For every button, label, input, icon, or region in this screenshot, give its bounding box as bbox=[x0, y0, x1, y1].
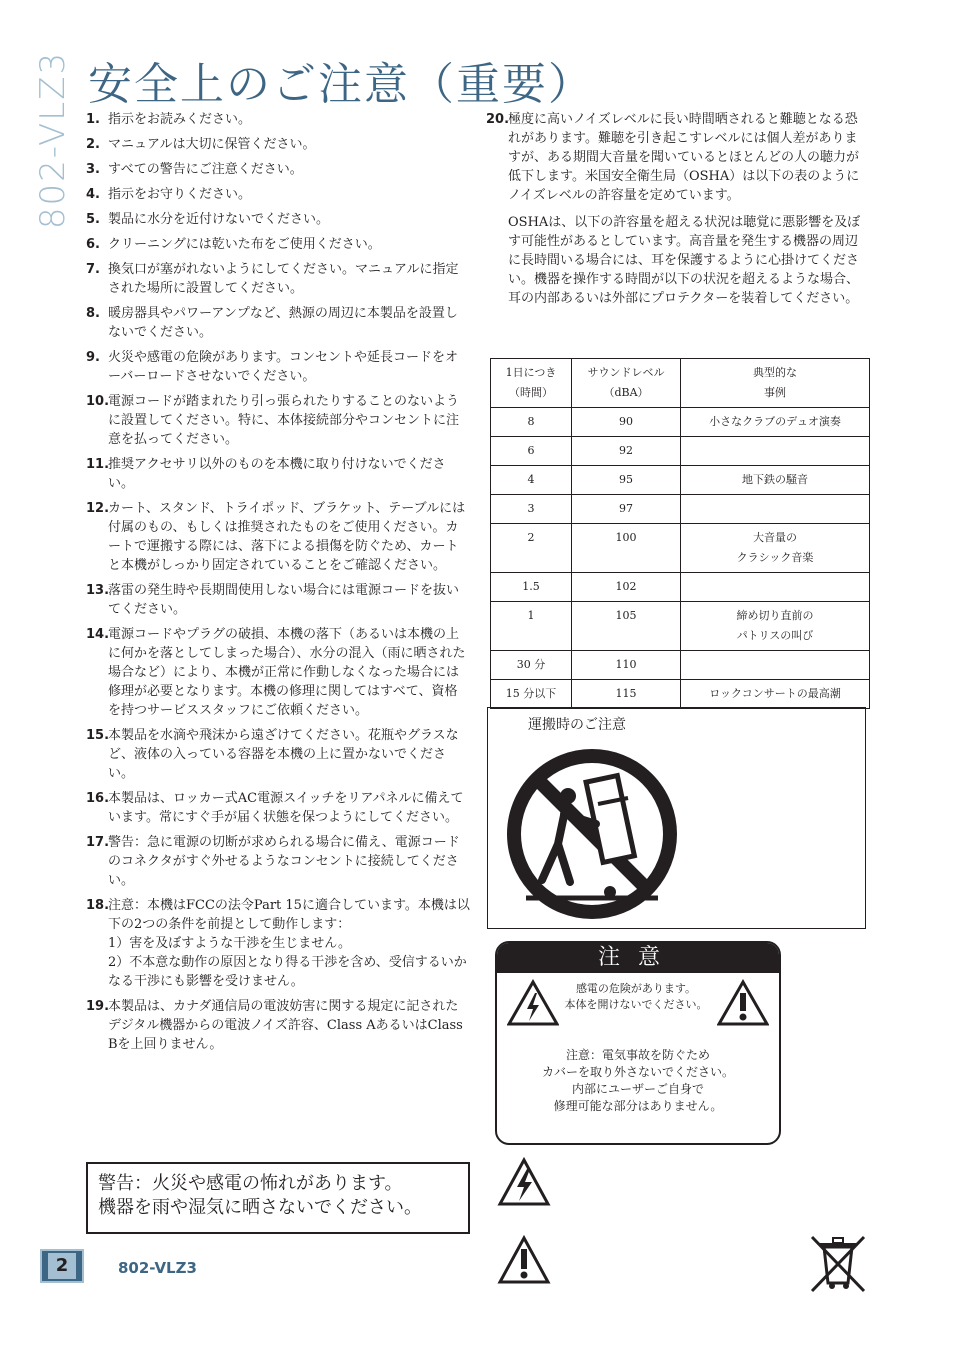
table-cell: 大音量の クラシック音楽 bbox=[681, 524, 870, 573]
table-row bbox=[491, 602, 870, 651]
table-cell: 115 bbox=[572, 680, 681, 709]
table-row bbox=[491, 524, 870, 573]
table-cell: 1.5 bbox=[491, 573, 572, 602]
table-header-row bbox=[491, 359, 870, 408]
list-item bbox=[86, 789, 470, 827]
list-item bbox=[86, 726, 470, 783]
weee-crossed-bin-icon bbox=[808, 1233, 868, 1295]
table-row bbox=[491, 408, 870, 437]
table-header-cell: 典型的な 事例 bbox=[681, 359, 870, 408]
warning-line1: 警告：火災や感電の怖れがあります。 bbox=[98, 1173, 403, 1194]
caution-body-4: 修理可能な部分はありません。 bbox=[553, 1099, 723, 1113]
caution-line2: 本体を開けないでください。 bbox=[564, 998, 708, 1011]
item-number: 8. bbox=[86, 306, 100, 321]
list-item bbox=[86, 581, 470, 619]
item-text: 換気口が塞がれないようにしてください。マニュアルに指定された場所に設置してください。 bbox=[108, 262, 459, 296]
table-cell: ロックコンサートの最高潮 bbox=[681, 680, 870, 709]
list-item bbox=[86, 833, 470, 890]
list-item bbox=[86, 110, 470, 129]
list-item bbox=[86, 160, 470, 179]
item-number: 10. bbox=[86, 394, 110, 409]
table-row bbox=[491, 651, 870, 680]
table-cell: 2 bbox=[491, 524, 572, 573]
list-item bbox=[86, 348, 470, 386]
list-item bbox=[86, 455, 470, 493]
lightning-warning-icon bbox=[507, 979, 559, 1027]
item-text: 落雷の発生時や長期間使用しない場合には電源コードを抜いてください。 bbox=[108, 583, 460, 617]
item-text: 製品に水分を近付けないでください。 bbox=[108, 212, 330, 227]
table-cell: 小さなクラブのデュオ演奏 bbox=[681, 408, 870, 437]
caution-body-1: 注意：電気事故を防ぐため bbox=[565, 1048, 710, 1062]
list-item bbox=[86, 625, 470, 720]
osha-noise-table bbox=[490, 358, 870, 709]
item-text: 本製品は、カナダ通信局の電波妨害に関する規定に記されたデジタル機器からの電波ノイズ許容、Class AあるいはClass Bを上回りません。 bbox=[108, 999, 463, 1052]
item-text: 本製品を水滴や飛沫から遠ざけてください。花瓶やグラスなど、液体の入っている容器を本機の上に置かないでください。 bbox=[108, 728, 459, 781]
table-cell: 90 bbox=[572, 408, 681, 437]
table-row bbox=[491, 466, 870, 495]
item-number: 6. bbox=[86, 237, 100, 252]
list-item: 20. 極度に高いノイズレベルに長い時間晒されると難聴となる恐れがあります。難聴を引き起こすレベルには個人差がありますが、ある期間大音量を聞いているとほとんどの人の聴力が低下します。米国安全衛生局（OSHA）は以下の表のようにノイズレベルの許容量を定めています。 bbox=[486, 112, 860, 203]
item-text: 暖房器具やパワーアンプなど、熱源の周辺に本製品を設置しないでください。 bbox=[108, 306, 458, 340]
list-item bbox=[86, 499, 470, 575]
item-text: 警告：急に電源の切断が求められる場合に備え、電源コードのコネクタがすぐ外せるようなコンセントに接続してください。 bbox=[108, 835, 460, 888]
item-text: 指示をお読みください。 bbox=[108, 112, 252, 127]
transport-title: 運搬時のご注意 bbox=[528, 717, 626, 733]
table-cell: 3 bbox=[491, 495, 572, 524]
item-number: 14. bbox=[86, 627, 110, 642]
table-cell bbox=[681, 437, 870, 466]
item-number: 5. bbox=[86, 212, 100, 227]
item-number: 16. bbox=[86, 791, 110, 806]
item-number: 19. bbox=[86, 999, 110, 1014]
exclamation-warning-icon bbox=[717, 979, 769, 1027]
item-text: 極度に高いノイズレベルに長い時間晒されると難聴となる恐れがあります。難聴を引き起こすレベルには個人差がありますが、ある期間大音量を聞いているとほとんどの人の聴力が低下します。米国安全衛生局（OSHA）は以下の表のようにノイズレベルの許容量を定めています。 bbox=[508, 112, 860, 203]
list-item bbox=[86, 997, 470, 1054]
item-text: クリーニングには乾いた布をご使用ください。 bbox=[108, 237, 381, 252]
footer-model: 802-VLZ3 bbox=[118, 1259, 197, 1277]
table-cell bbox=[681, 651, 870, 680]
table-cell: 締め切り直前の パトリスの叫び bbox=[681, 602, 870, 651]
list-item bbox=[86, 304, 470, 342]
table-header-cell: サウンドレベル （dBA） bbox=[572, 359, 681, 408]
side-model-label: 802-VLZ3 bbox=[32, 50, 73, 230]
item-text: 電源コードやプラグの破損、本機の落下（あるいは本機の上に何かを落としてしまった場合）、水分の混入（雨に晒された場合など）により、本機が正常に作動しなくなった場合には修理が必要となります。本機の修理に関してはすべて、資格を持つサービススタッフにご依頼ください。 bbox=[108, 627, 466, 718]
caution-label bbox=[495, 941, 781, 1145]
safety-list-left bbox=[86, 110, 470, 1060]
table-cell: 地下鉄の騒音 bbox=[681, 466, 870, 495]
table-header-cell: 1日につき （時間） bbox=[491, 359, 572, 408]
safety-list-right bbox=[486, 110, 870, 308]
item-text: 電源コードが踏まれたり引っ張られたりすることのないように設置してください。特に、本体接続部分やコンセントに注意を払ってください。 bbox=[108, 394, 460, 447]
osha-paragraph: OSHAは、以下の許容量を超える状況は聴覚に悪影響を及ぼす可能性があるとしています。高音量を発生する機器の周辺に長時間いる場合には、耳を保護するように心掛けてください。機器を操作する時間が以下の状況を超えるような場合、耳の内部あるいは外部にプロテクターを装着してください。 bbox=[508, 215, 861, 306]
table-cell: 6 bbox=[491, 437, 572, 466]
table-cell: 102 bbox=[572, 573, 681, 602]
transport-notice bbox=[487, 707, 866, 929]
table-cell bbox=[681, 573, 870, 602]
item-number: 2. bbox=[86, 137, 100, 152]
item-text: 火災や感電の危険があります。コンセントや延長コードをオーバーロードさせないでください。 bbox=[108, 350, 458, 384]
item-number: 7. bbox=[86, 262, 100, 277]
exclamation-warning-icon bbox=[497, 1235, 551, 1285]
item-number: 11. bbox=[86, 457, 110, 472]
table-cell: 8 bbox=[491, 408, 572, 437]
item-text: マニュアルは大切に保管ください。 bbox=[108, 137, 316, 152]
list-item bbox=[86, 235, 470, 254]
table-row bbox=[491, 437, 870, 466]
item-sub: 1）害を及ぼすような干渉を生じません。 bbox=[108, 936, 352, 951]
fire-shock-warning bbox=[86, 1162, 470, 1234]
table-row bbox=[491, 573, 870, 602]
caution-heading: 注意 bbox=[497, 943, 779, 973]
list-item bbox=[86, 260, 470, 298]
item-text: カート、スタンド、トライポッド、ブラケット、テーブルには付属のもの、もしくは推奨されたものをご使用ください。カートで運搬する際には、落下による損傷を防ぐため、カートと本機がしっかり固定されていることをご確認ください。 bbox=[108, 501, 466, 573]
lightning-warning-icon bbox=[497, 1157, 551, 1207]
table-cell: 110 bbox=[572, 651, 681, 680]
no-cart-tipping-icon bbox=[506, 748, 678, 920]
table-cell: 30 分 bbox=[491, 651, 572, 680]
list-item bbox=[86, 896, 470, 991]
item-text: 推奨アクセサリ以外のものを本機に取り付けないでください。 bbox=[108, 457, 446, 491]
table-cell bbox=[681, 495, 870, 524]
table-cell: 15 分以下 bbox=[491, 680, 572, 709]
item-sub: 2）不本意な動作の原因となり得る干渉を含め、受信するいかなる干渉にも影響を受けません。 bbox=[108, 955, 467, 989]
item-number: 3. bbox=[86, 162, 100, 177]
table-row bbox=[491, 495, 870, 524]
item-number: 18. bbox=[86, 898, 110, 913]
item-number: 4. bbox=[86, 187, 100, 202]
caution-line1: 感電の危険があります。 bbox=[575, 982, 697, 995]
table-cell: 105 bbox=[572, 602, 681, 651]
page-number: 2 bbox=[40, 1249, 84, 1283]
item-number: 13. bbox=[86, 583, 110, 598]
item-text: 指示をお守りください。 bbox=[108, 187, 252, 202]
table-cell: 4 bbox=[491, 466, 572, 495]
item-number: 15. bbox=[86, 728, 110, 743]
table-cell: 92 bbox=[572, 437, 681, 466]
list-item bbox=[86, 210, 470, 229]
table-row bbox=[491, 680, 870, 709]
item-text: 本製品は、ロッカー式AC電源スイッチをリアパネルに備えています。常にすぐ手が届く状態を保つようにしてください。 bbox=[108, 791, 464, 825]
item-number: 1. bbox=[86, 112, 100, 127]
table-cell: 100 bbox=[572, 524, 681, 573]
list-item bbox=[86, 392, 470, 449]
page-title: 安全上のご注意（重要） bbox=[88, 59, 594, 110]
list-item bbox=[86, 135, 470, 154]
caution-body-2: カバーを取り外さないでください。 bbox=[541, 1065, 734, 1079]
table-cell: 97 bbox=[572, 495, 681, 524]
table-cell: 1 bbox=[491, 602, 572, 651]
item-text: すべての警告にご注意ください。 bbox=[108, 162, 303, 177]
item-number: 12. bbox=[86, 501, 110, 516]
item-number: 17. bbox=[86, 835, 110, 850]
list-item bbox=[86, 185, 470, 204]
table-cell: 95 bbox=[572, 466, 681, 495]
item-text: 注意：本機はFCCの法令Part 15に適合しています。本機は以下の2つの条件を前提として動作します： bbox=[108, 898, 470, 932]
item-number: 9. bbox=[86, 350, 100, 365]
caution-body-3: 内部にユーザーご自身で bbox=[571, 1082, 704, 1096]
warning-line2: 機器を雨や湿気に晒さないでください。 bbox=[98, 1197, 422, 1218]
